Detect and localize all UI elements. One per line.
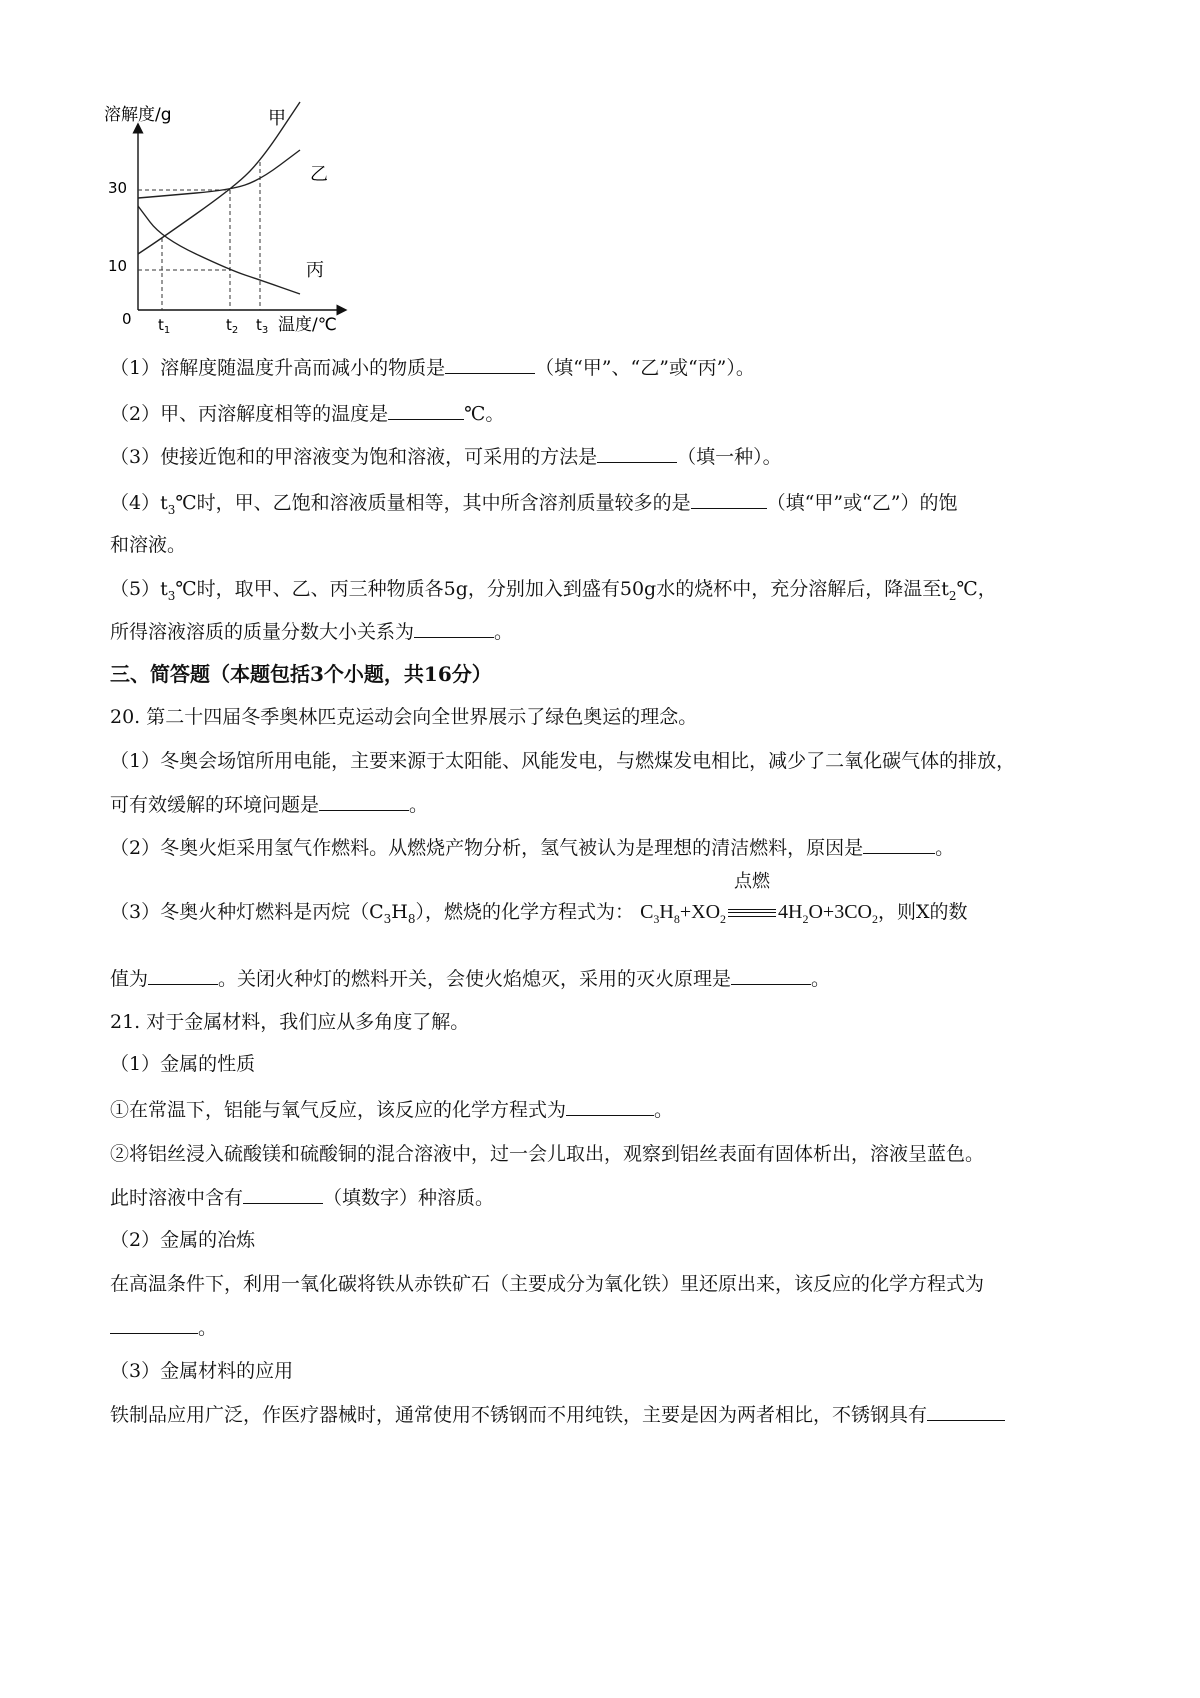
series-label-yi: 乙	[310, 164, 328, 185]
q21-suffix: （填数字）种溶质。	[323, 1187, 495, 1209]
q20-3-text: 值为	[110, 968, 149, 990]
x-tick-sub: 2	[231, 325, 239, 336]
question-5-cont	[110, 617, 513, 646]
answer-blank[interactable]	[319, 790, 409, 811]
subscript: 3	[383, 911, 392, 926]
q20-3-text: ，则X的数	[878, 901, 968, 923]
solubility-chart	[100, 98, 360, 348]
q20-2-text: （2）冬奥火炬采用氢气作燃料。从燃烧产物分析，氢气被认为是理想的清洁燃料，原因是	[110, 837, 864, 859]
question-20-3-cont	[110, 964, 830, 993]
subscript: 8	[407, 911, 416, 926]
x-axis-label: 温度/℃	[278, 315, 337, 335]
answer-blank[interactable]	[148, 964, 218, 985]
answer-blank[interactable]	[597, 442, 677, 463]
series-label-jia: 甲	[268, 108, 286, 129]
q21-text: 此时溶液中含有	[110, 1187, 244, 1209]
answer-blank[interactable]	[445, 353, 535, 374]
question-20-3	[110, 871, 968, 933]
answer-blank[interactable]	[414, 617, 494, 638]
q1-suffix: （填“甲”、“乙”或“丙”）。	[535, 357, 755, 379]
q2-suffix: ℃。	[464, 403, 505, 425]
answer-blank[interactable]	[927, 1400, 1005, 1421]
q20-2-suffix: 。	[935, 837, 955, 859]
q4-text: ℃时，甲、乙饱和溶液质量相等，其中所含溶剂质量较多的是	[175, 492, 691, 514]
q3-suffix: （填一种）。	[677, 446, 782, 468]
answer-blank[interactable]	[110, 1313, 198, 1334]
q21-suffix: 。	[654, 1099, 674, 1121]
q5-suffix: 。	[494, 621, 514, 643]
q20-1-text: 可有效缓解的环境问题是	[110, 794, 320, 816]
q5-text: 所得溶液溶质的质量分数大小关系为	[110, 621, 415, 643]
question-21-1: （1）金属的性质	[110, 1053, 256, 1075]
series-label-bing: 丙	[306, 260, 324, 281]
question-21-1b: ②将铝丝浸入硫酸镁和硫酸铜的混合溶液中，过一会儿取出，观察到铝丝表面有固体析出，溶液呈蓝色。	[110, 1143, 985, 1165]
question-21-1c	[110, 1183, 494, 1212]
q2-text: （2）甲、丙溶解度相等的温度是	[110, 403, 389, 425]
question-4-cont: 和溶液。	[110, 534, 187, 556]
answer-blank[interactable]	[243, 1183, 323, 1204]
subscript: 3	[167, 588, 176, 603]
question-1	[110, 353, 755, 382]
y-tick-label: 10	[108, 257, 128, 275]
question-2	[110, 399, 504, 428]
question-21-2: （2）金属的冶炼	[110, 1229, 256, 1251]
q20-3-text: H	[391, 901, 408, 923]
answer-blank[interactable]	[731, 964, 811, 985]
y-tick-label: 30	[108, 179, 128, 197]
reaction-condition: 点燃	[734, 871, 771, 892]
q4-text: （4）t	[110, 492, 168, 514]
section-heading: 三、简答题（本题包括3个小题，共16分）	[110, 662, 492, 686]
q21-text: 铁制品应用广泛，作医疗器械时，通常使用不锈钢而不用纯铁，主要是因为两者相比，不锈钢具有	[110, 1404, 928, 1426]
answer-blank[interactable]	[691, 488, 767, 509]
y-axis-label: 溶解度/g	[104, 105, 172, 125]
x-tick-sub: 3	[261, 325, 269, 336]
solubility-curve-1	[138, 150, 300, 198]
answer-blank[interactable]	[388, 399, 464, 420]
q5-text: （5）t	[110, 578, 168, 600]
origin-label: 0	[122, 310, 132, 328]
question-21-2a: 在高温条件下，利用一氧化碳将铁从赤铁矿石（主要成分为氧化铁）里还原出来，该反应的化学方程式为	[110, 1273, 985, 1295]
question-20-1-cont	[110, 790, 428, 819]
q4-suffix: （填“甲”或“乙”）的饱	[766, 492, 958, 514]
equals-sign	[728, 909, 776, 917]
question-21-3: （3）金属材料的应用	[110, 1360, 294, 1382]
chemical-equation: $C_3H_8+XO_2$ 点燃 $4H_2O+3CO_2$	[640, 901, 878, 923]
q21-suffix: 。	[198, 1317, 218, 1339]
subscript: 3	[167, 502, 176, 517]
question-21-2b	[110, 1313, 217, 1342]
q21-text: ①在常温下，铝能与氧气反应，该反应的化学方程式为	[110, 1099, 567, 1121]
q20-1-suffix: 。	[409, 794, 429, 816]
question-3	[110, 442, 782, 471]
q5-text: ℃，	[956, 578, 997, 600]
question-20-1: （1）冬奥会场馆所用电能，主要来源于太阳能、风能发电，与燃煤发电相比，减少了二氧化碳气体的排放，	[110, 750, 1016, 772]
question-4	[110, 488, 958, 524]
q1-text: （1）溶解度随温度升高而减小的物质是	[110, 357, 446, 379]
x-tick-label: $t_3$	[256, 316, 269, 336]
q5-text: ℃时，取甲、乙、丙三种物质各5g，分别加入到盛有50g水的烧杯中，充分溶解后，降温至t	[175, 578, 949, 600]
q3-text: （3）使接近饱和的甲溶液变为饱和溶液，可采用的方法是	[110, 446, 598, 468]
q20-3-text: ），燃烧的化学方程式为：	[415, 901, 635, 923]
question-20: 20. 第二十四届冬季奥林匹克运动会向全世界展示了绿色奥运的理念。	[110, 706, 698, 728]
x-tick-label: $t_1$	[158, 316, 171, 336]
answer-blank[interactable]	[566, 1095, 654, 1116]
x-tick-sub: 1	[163, 325, 171, 336]
question-5	[110, 575, 997, 610]
q20-3-text: 。关闭火种灯的燃料开关，会使火焰熄灭，采用的灭火原理是	[218, 968, 732, 990]
question-21-3a	[110, 1400, 1005, 1429]
question-20-2	[110, 833, 954, 862]
q20-3-text: （3）冬奥火种灯燃料是丙烷（C	[110, 901, 384, 923]
answer-blank[interactable]	[863, 833, 935, 854]
x-tick-label: $t_2$	[226, 316, 239, 336]
question-21: 21. 对于金属材料，我们应从多角度了解。	[110, 1011, 470, 1033]
q20-3-suffix: 。	[811, 968, 831, 990]
subscript: 2	[948, 588, 957, 603]
question-21-1a	[110, 1095, 673, 1124]
